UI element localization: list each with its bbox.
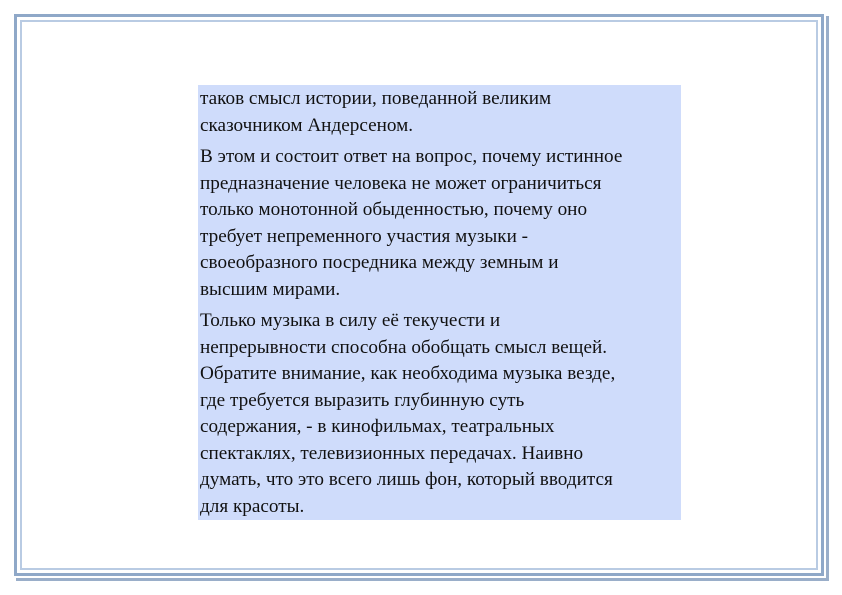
paragraph-2: В этом и состоит ответ на вопрос, почему истинное предназначение человека не может ограничиться только монотонной обыденностью, почему оно требует непременного участия музыки - своеобразного посредника между земным и высшим мирами. [200, 146, 623, 300]
frame-shadow-bottom [16, 578, 829, 581]
paragraph-3: Только музыка в силу её текучести и непрерывности способна обобщать смысл вещей. Обратите внимание, как необходима музыка везде, где требуется выразить глубинную суть содержания, - в кинофильмах, театральных спектаклях, телевизионных передачах. Наивно думать, что это всего лишь фон, который вводится для красоты. [200, 310, 616, 517]
frame-shadow-right [826, 16, 829, 580]
paragraph-1: таков смысл истории, поведанной великим сказочником Андерсеном. [200, 88, 552, 136]
text-box [198, 85, 681, 520]
